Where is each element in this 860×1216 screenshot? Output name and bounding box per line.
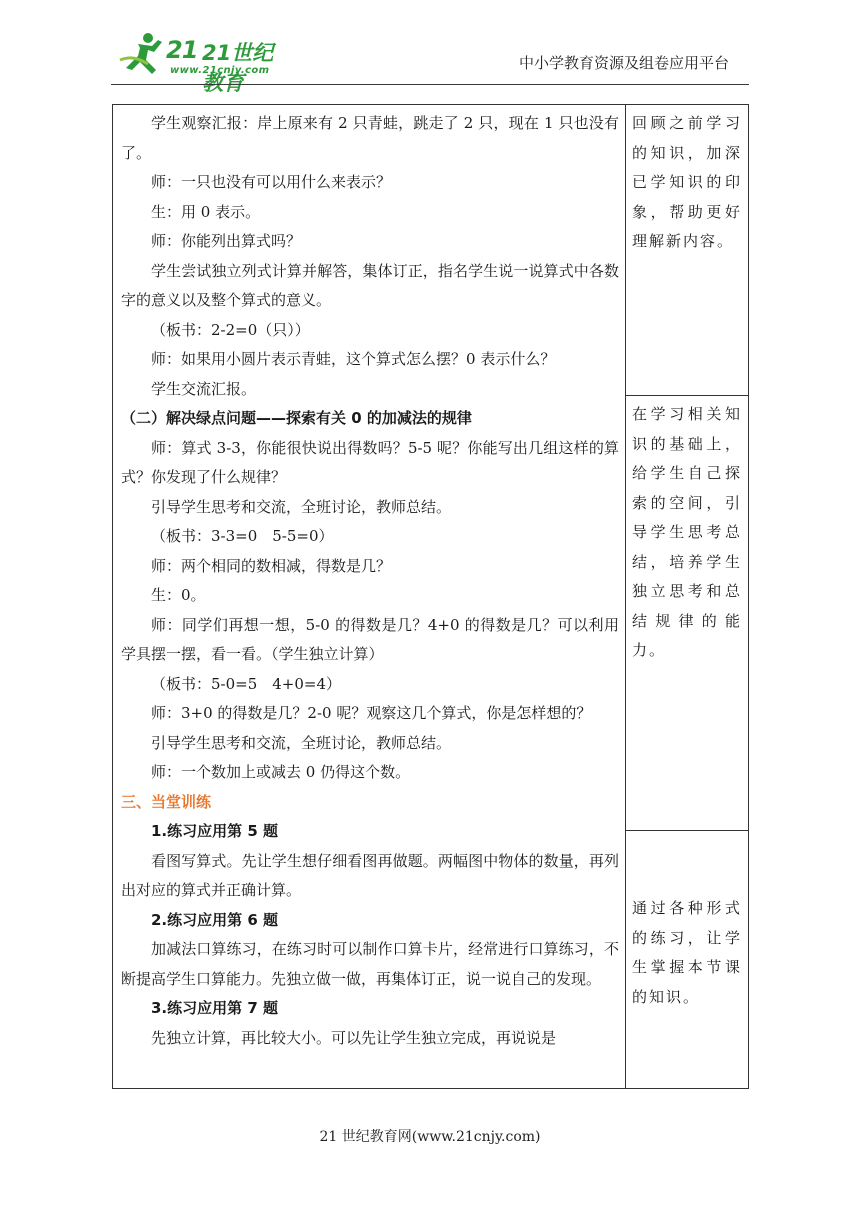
board-note: （板书：5-0=5 4+0=4） (151, 674, 342, 693)
exercise-title: 3.练习应用第 7 题 (151, 999, 279, 1017)
paragraph: 引导学生思考和交流，全班讨论，教师总结。 (151, 497, 452, 516)
paragraph: 引导学生思考和交流，全班讨论，教师总结。 (151, 733, 452, 752)
platform-name: 中小学教育资源及组卷应用平台 (518, 54, 729, 72)
header-divider (111, 84, 749, 85)
paragraph: 生：0。 (151, 586, 206, 604)
paragraph: 看图写算式。先让学生想仔细看图再做题。两幅图中物体的数量，再列出对应的算式并正确计算。 (121, 851, 619, 899)
paragraph: 生：用 0 表示。 (151, 202, 261, 221)
paragraph: 师：两个相同的数相减，得数是几？ (151, 556, 392, 575)
section-heading: （二）解决绿点问题——探索有关 0 的加减法的规律 (121, 409, 472, 427)
design-note: 在学习相关知识的基础上，给学生自己探索的空间，引导学生思考总结，培养学生独立思考和总结规律的能力。 (632, 405, 742, 659)
paragraph: 师：3+0 的得数是几？2-0 呢？观察这几个算式，你是怎样想的？ (151, 704, 592, 722)
logo-url: www.21cnjy.com (170, 65, 270, 76)
paragraph: 师：算式 3-3，你能很快说出得数吗？5-5 呢？你能写出几组这样的算式？你发现了什么规律？ (121, 438, 619, 486)
design-note-cell (626, 831, 749, 1089)
logo-number: 21 (166, 36, 198, 64)
board-note: （板书：3-3=0 5-5=0） (151, 527, 334, 545)
brand-logo (118, 30, 288, 95)
paragraph: 先独立计算，再比较大小。可以先让学生独立完成，再说说是 (151, 1028, 557, 1047)
footer-text: 21 世纪教育网(www.21cnjy.com) (319, 1129, 541, 1145)
lesson-table (112, 104, 749, 1089)
paragraph: 学生尝试独立列式计算并解答，集体订正，指名学生说一说算式中各数字的意义以及整个算式的意义。 (121, 261, 619, 309)
exercise-title: 2.练习应用第 6 题 (151, 910, 279, 929)
paragraph: 学生观察汇报：岸上原来有 2 只青蛙，跳走了 2 只，现在 1 只也没有了。 (121, 114, 619, 162)
paragraph: 师：一只也没有可以用什么来表示？ (151, 173, 392, 191)
section-heading: 三、当堂训练 (121, 792, 212, 811)
paragraph: 学生交流汇报。 (151, 379, 257, 398)
design-note: 回顾之前学习的知识，加深已学知识的印象，帮助更好理解新内容。 (632, 114, 742, 250)
logo-title: 21世纪教育 (202, 41, 274, 95)
paragraph: 师：同学们再想一想，5-0 的得数是几？4+0 的得数是几？可以利用学具摆一摆，看一看。（学生独立计算） (121, 615, 619, 663)
paragraph: 师：一个数加上或减去 0 仍得这个数。 (151, 763, 411, 781)
exercise-title: 1.练习应用第 5 题 (151, 822, 279, 840)
runner-logo-icon (118, 30, 168, 76)
design-note-cell (626, 396, 749, 831)
design-note: 通过各种形式的练习，让学生掌握本节课的知识。 (632, 899, 742, 1006)
table-row (113, 105, 749, 396)
board-note: （板书：2-2=0（只）） (151, 320, 310, 339)
paragraph: 加减法口算练习，在练习时可以制作口算卡片，经常进行口算练习，不断提高学生口算能力。先独立做一做，再集体订正，说一说自己的发现。 (121, 940, 619, 988)
paragraph: 师：你能列出算式吗？ (151, 232, 302, 250)
lesson-content-cell (113, 105, 626, 1089)
design-note-cell (626, 105, 749, 396)
paragraph: 师：如果用小圆片表示青蛙，这个算式怎么摆？0 表示什么？ (151, 350, 556, 368)
